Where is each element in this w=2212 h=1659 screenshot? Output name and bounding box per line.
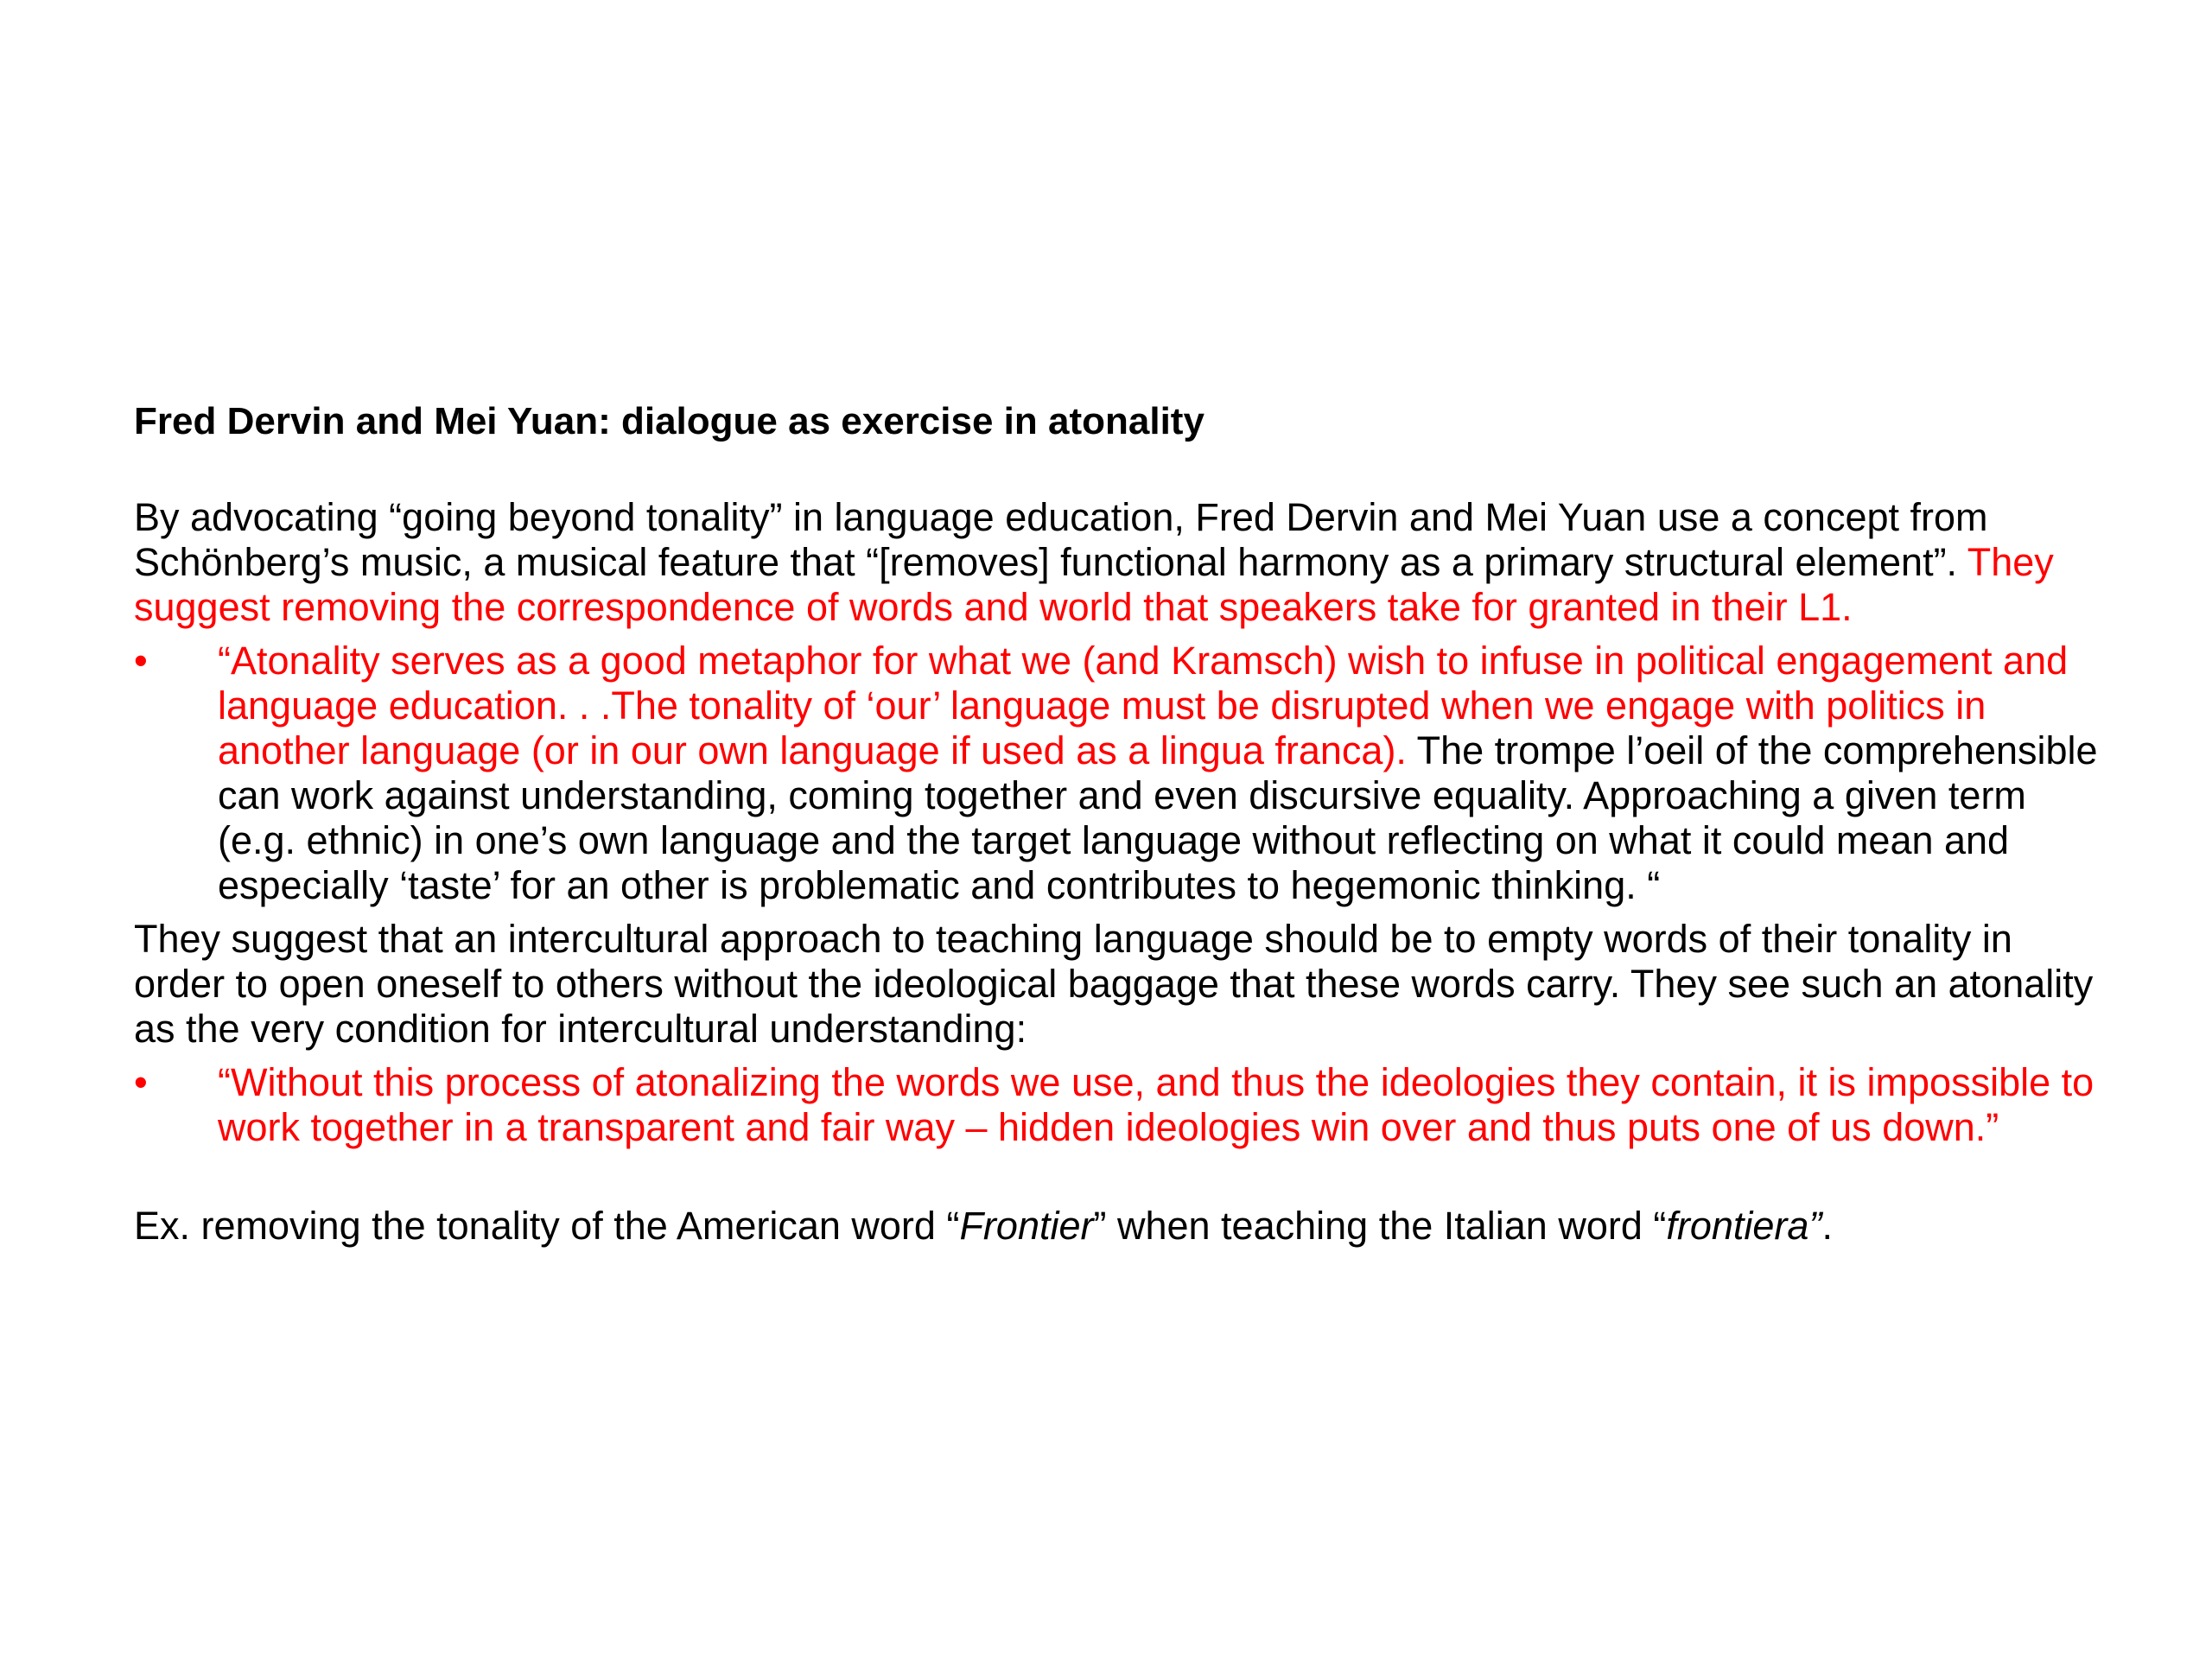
intro-highlight: They suggest removing the correspondence of words and world that speakers take for granted in their L1.	[134, 540, 2054, 629]
example-suffix: .	[1821, 1204, 1833, 1248]
second-paragraph: They suggest that an intercultural approach to teaching language should be to empty words of their tonality in order to open oneself to others without the ideological baggage that these words carry. They see such an atonality as the very condition for intercultural understanding:	[134, 917, 2094, 1051]
intro-paragraph	[134, 495, 2113, 630]
bullet-icon: •	[134, 639, 148, 683]
example-term-frontier: Frontier	[959, 1204, 1094, 1248]
quote-2-highlight: “Without this process of atonalizing the words we use, and thus the ideologies they contain, it is impossible to work together in a transparent and fair way – hidden ideologies win over and thus puts one of us down.”	[218, 1060, 2094, 1149]
bullet-icon: •	[134, 1060, 148, 1104]
example-middle: ” when teaching the Italian word “	[1093, 1204, 1667, 1248]
example-term-frontiera: frontiera”	[1666, 1204, 1822, 1248]
quote-1-highlight: “Atonality serves as a good metaphor for what we (and Kramsch) wish to infuse in political engagement and language education. . .The tonality of ‘our’ language must be disrupted when we engage with politics in another language (or in our own language if used as a lingua franca).	[218, 639, 2069, 772]
quote-bullet-1	[134, 639, 2113, 908]
intro-text: By advocating “going beyond tonality” in language education, Fred Dervin and Mei Yuan use a concept from Schönberg’s music, a musical feature that “[removes] functional harmony as a primary structural element”.	[134, 495, 1988, 584]
example-prefix: Ex. removing the tonality of the American word “	[134, 1204, 960, 1248]
slide-title: Fred Dervin and Mei Yuan: dialogue as exercise in atonality	[134, 400, 1205, 442]
example-line	[134, 1204, 2113, 1249]
quote-bullet-2	[134, 1060, 2113, 1150]
slide-content	[134, 393, 2113, 1249]
quote-1-text: The trompe l’oeil of the comprehensible can work against understanding, coming together and even discursive equality. Approaching a given term (e.g. ethnic) in one’s own language and the target language without reflecting on what it could mean and especially ‘taste’ for an other is problematic and contributes to hegemonic thinking. “	[218, 728, 2098, 907]
